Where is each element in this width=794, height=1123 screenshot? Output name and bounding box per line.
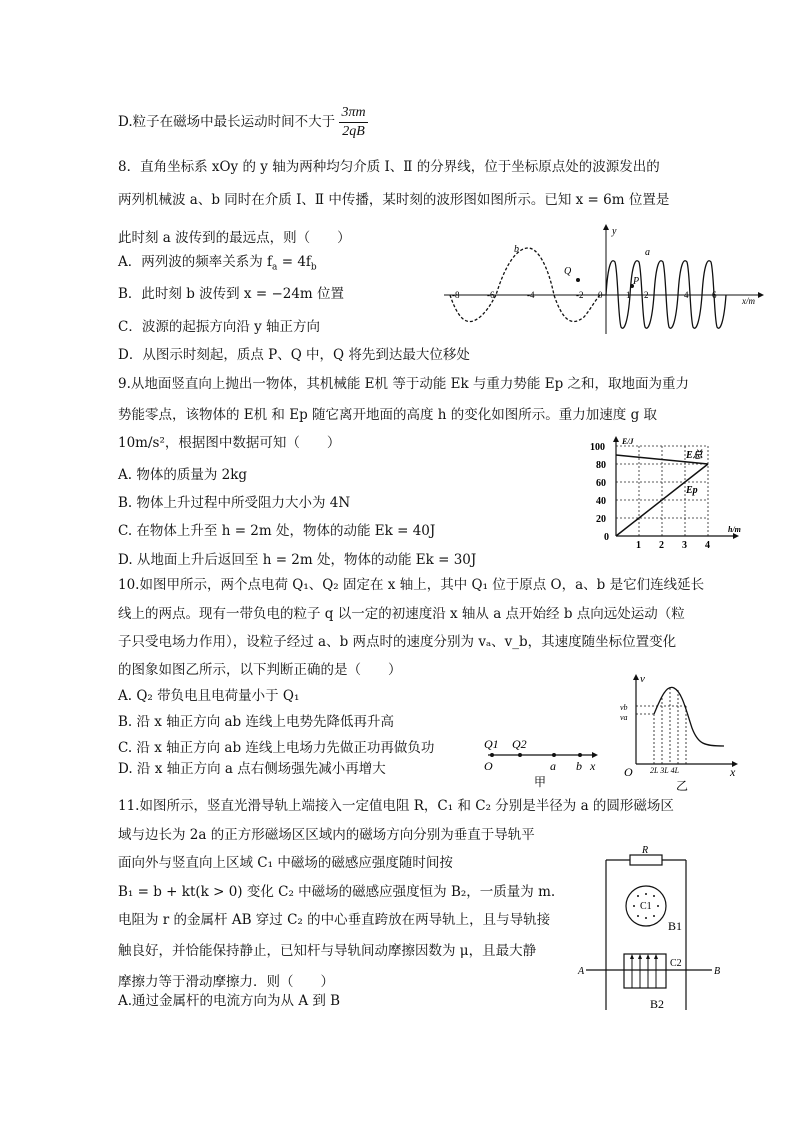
q10-jia-q2-dot (518, 753, 522, 757)
q9-x-ticks (636, 540, 710, 551)
q8-tick-1: 1 (626, 290, 631, 300)
q9-ytick-40: 40 (596, 496, 606, 507)
q10-jia-label-x: x (590, 759, 596, 773)
q7-frac-denominator: 2qB (342, 124, 365, 139)
q8-y-label: y (612, 226, 617, 237)
q11-stem-line2: 域与边长为 2a 的正方形磁场区区域内的磁场方向分别为垂直于导轨平 (118, 827, 535, 843)
q11-label-r: R (642, 845, 649, 856)
q9-y-label: E/J (622, 437, 634, 446)
q9-energy-graph (586, 436, 756, 552)
q8-x-arrow-icon (758, 292, 764, 298)
q10-yi-label-vb: vb (620, 703, 628, 712)
q10-yi-label-va: va (620, 713, 628, 722)
q9-y-arrow-icon (613, 436, 619, 442)
q8-label-p: P (633, 276, 640, 287)
q8-sub-b: b (310, 262, 317, 273)
q8-tick-2: 2 (644, 290, 649, 300)
q11-label-b1: B1 (668, 919, 683, 933)
q8-tick-4: 4 (684, 290, 689, 300)
q10-option-c: C. 沿 x 轴正方向 ab 连线上电场力先做正功再做负功 (118, 740, 435, 756)
q11-label-a: A (578, 966, 585, 977)
q7-fraction (339, 104, 367, 141)
q9-option-c: C. 在物体上升至 h = 2m 处，物体的动能 Ek = 40J (118, 523, 436, 539)
q10-yi-label-x: x (730, 765, 736, 779)
q11-square-c2 (624, 954, 666, 988)
q10-jia-label-a: a (550, 759, 556, 773)
q8-tick-6: 6 (712, 290, 717, 300)
q8-option-b: B．此时刻 b 波传到 x = −24m 位置 (118, 286, 345, 302)
q8-label-b: b (514, 244, 519, 255)
q10-stem-line4: 的图象如图乙所示，以下判断正确的是（ ） (118, 662, 402, 678)
q9-xtick-2: 2 (659, 540, 664, 551)
q9-stem-line2: 势能零点，该物体的 E机 和 Ep 随它离开地面的高度 h 的变化如图所示。重力加速度 g 取 (118, 407, 658, 423)
q10-option-b: B. 沿 x 轴正方向 ab 连线上电势先降低再升高 (118, 714, 394, 730)
q11-circuit-figure (576, 844, 726, 1014)
q10-yi-y-arrow-icon (633, 674, 639, 680)
q8-tick-m4: -4 (527, 290, 535, 300)
q11-stem-line6: 触良好，并恰能保持静止，已知杆与导轨间动摩擦因数为 μ，且最大静 (118, 943, 537, 959)
q11-label-b: B (714, 966, 721, 977)
q8-wave-figure (440, 222, 770, 340)
q9-x-label: h/m (728, 525, 741, 534)
q8-label-a: a (645, 247, 650, 258)
q9-option-b: B. 物体上升过程中所受阻力大小为 4N (118, 495, 351, 511)
q11-stem-line4: B₁ = b + kt(k > 0) 变化 C₂ 中磁场的磁感应强度恒为 B₂，一质量为 m. (118, 884, 556, 900)
q9-ytick-80: 80 (596, 460, 606, 471)
q9-xtick-1: 1 (636, 540, 641, 551)
q9-ytick-60: 60 (596, 478, 606, 489)
q9-option-a: A. 物体的质量为 2kg (118, 467, 248, 483)
q10-jia-q1-dot (490, 753, 494, 757)
q8-tick-m2: -2 (576, 290, 584, 300)
q8-stem-line2: 两列机械波 a、b 同时在介质 Ⅰ、Ⅱ 中传播，某时刻的波形图如图所示。已知 x = 6m 位置是 (118, 192, 670, 208)
q7-frac-numerator: 3πm (339, 104, 367, 123)
q10-figure-jia (476, 730, 606, 790)
q9-xtick-3: 3 (682, 540, 687, 551)
q11-c2-field-lines (632, 956, 656, 988)
q8-y-arrow-icon (603, 224, 609, 230)
q9-ytick-0: 0 (604, 532, 609, 543)
q10-jia-label-q1: Q1 (484, 737, 499, 751)
q9-ytick-20: 20 (596, 514, 606, 525)
q8-stem-line3: 此时刻 a 波传到的最远点，则（ ） (118, 230, 351, 246)
q9-stem-line3: 10m/s²，根据图中数据可知（ ） (118, 435, 341, 451)
q8-x-label: x/m (742, 296, 755, 306)
q10-yi-label-o: O (624, 765, 633, 779)
q10-yi-ticks: 2L 3L 4L (650, 766, 680, 775)
q8-option-c: C．波源的起振方向沿 y 轴正方向 (118, 319, 321, 335)
q7-option-d-text: D.粒子在磁场中最长运动时间不大于 (118, 114, 336, 130)
q9-ytick-100: 100 (590, 442, 605, 453)
q10-jia-label-o: O (484, 759, 493, 773)
q8-option-a (118, 253, 317, 277)
q7-option-d (118, 104, 368, 141)
q10-stem-line2: 线上的两点。现有一带负电的粒子 q 以一定的初速度沿 x 轴从 a 点开始经 b 点向远处运动（粒 (118, 606, 685, 622)
q8-wave-b (450, 248, 606, 322)
q10-jia-label-b: b (576, 759, 582, 773)
q8-tick-m8: -8 (452, 290, 460, 300)
q11-label-b2: B2 (650, 997, 665, 1011)
q11-label-c2: C2 (670, 958, 682, 969)
q9-y-ticks (590, 442, 609, 543)
q9-stem-line1: 9.从地面竖直向上抛出一物体，其机械能 E机 等于动能 Ek 与重力势能 Ep 之和，取地面为重力 (118, 376, 690, 392)
q8-wave-a (606, 261, 726, 329)
q10-option-d: D. 沿 x 轴正方向 a 点右侧场强先减小再增大 (118, 761, 386, 777)
q8-label-q: Q (564, 266, 572, 277)
q8-tick-0: 0 (598, 290, 603, 300)
q10-stem-line3: 子只受电场力作用），设粒子经过 a、b 两点时的速度分别为 vₐ、v_b，其速度随坐标位置变化 (118, 634, 677, 650)
q10-stem-line1: 10.如图甲所示，两个点电荷 Q₁、Q₂ 固定在 x 轴上，其中 Q₁ 位于原点 O，a、b 是它们连线延长 (118, 577, 705, 593)
q10-jia-x-arrow-icon (592, 752, 598, 758)
q10-figure-yi (614, 670, 744, 794)
q10-jia-label-q2: Q2 (512, 737, 527, 751)
q11-resistor (630, 855, 662, 865)
q10-option-a: A. Q₂ 带负电且电荷量小于 Q₁ (118, 688, 300, 704)
q11-c2-arrow-icons (630, 954, 658, 959)
q8-option-a-mid: = 4f (277, 254, 311, 270)
q11-stem-line3: 面向外与竖直向上区域 C₁ 中磁场的磁感应强度随时间按 (118, 855, 453, 871)
q11-stem-line7: 摩擦力等于滑动摩擦力．则（ ） (118, 974, 334, 990)
q8-tick-m6: -6 (487, 290, 495, 300)
q9-xtick-4: 4 (705, 540, 710, 551)
q8-stem-line1: 8．直角坐标系 xOy 的 y 轴为两种均匀介质 Ⅰ、Ⅱ 的分界线，位于坐标原点处的波源发出的 (118, 159, 660, 175)
q10-yi-caption: 乙 (676, 779, 689, 793)
q11-option-a: A.通过金属杆的电流方向为从 A 到 B (118, 993, 341, 1009)
q10-jia-caption: 甲 (534, 775, 547, 789)
q9-label-e-mech: E总 (686, 450, 703, 461)
q11-stem-line5: 电阻为 r 的金属杆 AB 穿过 C₂ 的中心垂直跨放在两导轨上，且与导轨接 (118, 912, 551, 928)
q10-jia-a-dot (552, 753, 556, 757)
q10-yi-curve (654, 687, 724, 746)
q11-label-c1: C1 (640, 901, 652, 912)
q8-sub-a: a (272, 262, 278, 273)
q8-option-a-text: A．两列波的频率关系为 f (118, 254, 273, 270)
q8-option-d: D．从图示时刻起，质点 P、Q 中，Q 将先到达最大位移处 (118, 347, 470, 363)
q9-label-ep: Ep (686, 485, 698, 496)
q8-point-q (576, 278, 580, 282)
q10-jia-b-dot (578, 753, 582, 757)
q11-stem-line1: 11.如图所示，竖直光滑导轨上端接入一定值电阻 R，C₁ 和 C₂ 分别是半径为 a 的圆形磁场区 (118, 798, 674, 814)
q10-yi-label-v: v (640, 673, 645, 685)
q9-option-d: D. 从地面上升后返回至 h = 2m 处，物体的动能 Ek = 30J (118, 552, 477, 568)
